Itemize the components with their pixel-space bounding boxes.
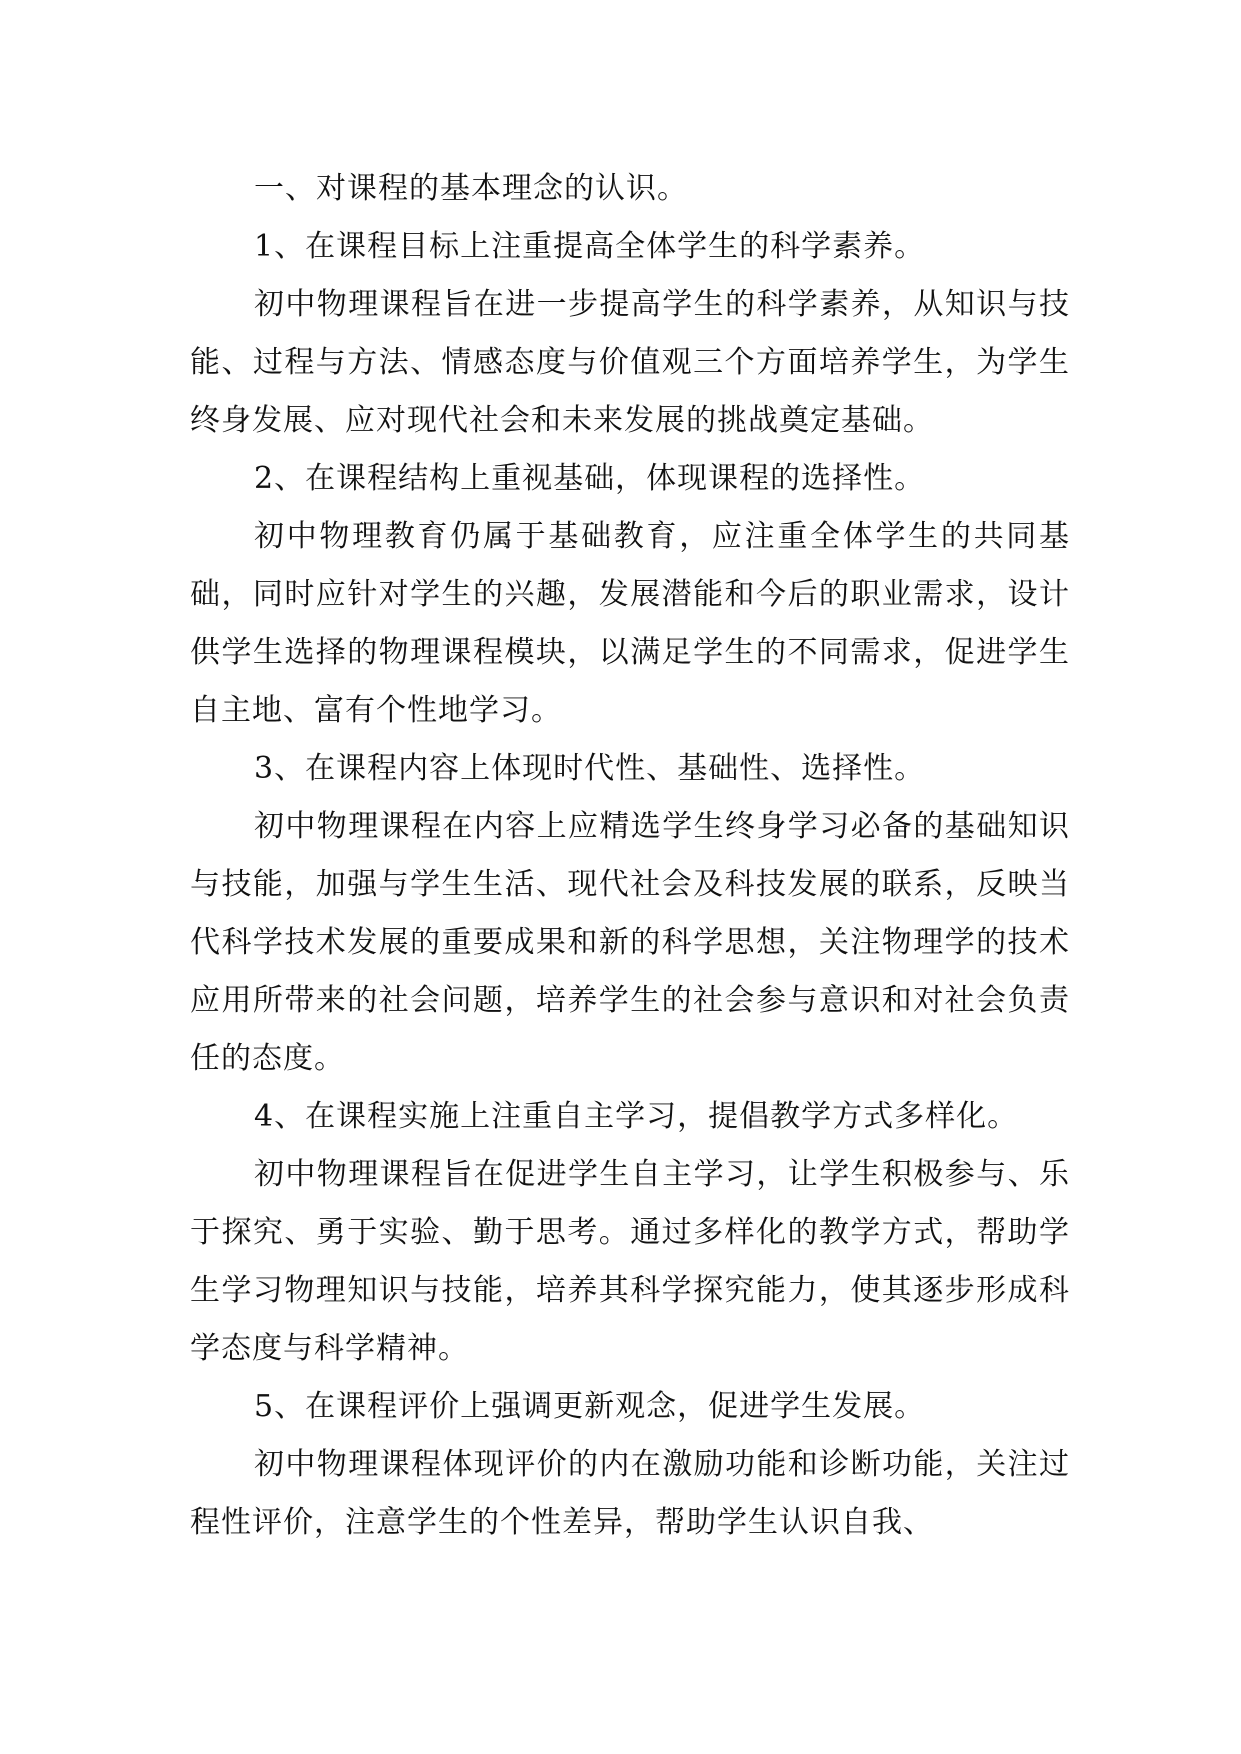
subheading-5: 5、在课程评价上强调更新观念，促进学生发展。 <box>254 1389 926 1424</box>
body-paragraph-4: 初中物理课程旨在促进学生自主学习，让学生积极参与、乐于探究、勇于实验、勤于思考。通过多样化的教学方式，帮助学生学习物理知识与技能，培养其科学探究能力，使其逐步形成科学态度与科学精神。 <box>190 1157 1070 1366</box>
section-heading: 一、对课程的基本理念的认识。 <box>254 171 688 206</box>
subheading-2: 2、在课程结构上重视基础，体现课程的选择性。 <box>254 461 926 496</box>
body-paragraph-2: 初中物理教育仍属于基础教育，应注重全体学生的共同基础，同时应针对学生的兴趣，发展潜能和今后的职业需求，设计供学生选择的物理课程模块，以满足学生的不同需求，促进学生自主地、富有个性地学习。 <box>190 519 1070 728</box>
subheading-1: 1、在课程目标上注重提高全体学生的科学素养。 <box>254 229 926 264</box>
body-paragraph-3: 初中物理课程在内容上应精选学生终身学习必备的基础知识与技能，加强与学生生活、现代社会及科技发展的联系，反映当代科学技术发展的重要成果和新的科学思想，关注物理学的技术应用所带来的社会问题，培养学生的社会参与意识和对社会负责任的态度。 <box>190 809 1070 1076</box>
body-paragraph-5: 初中物理课程体现评价的内在激励功能和诊断功能，关注过程性评价，注意学生的个性差异，帮助学生认识自我、 <box>190 1447 1070 1540</box>
subheading-3: 3、在课程内容上体现时代性、基础性、选择性。 <box>254 751 926 786</box>
document-body <box>190 160 1070 1552</box>
subheading-4: 4、在课程实施上注重自主学习，提倡教学方式多样化。 <box>254 1099 1019 1134</box>
body-paragraph-1: 初中物理课程旨在进一步提高学生的科学素养，从知识与技能、过程与方法、情感态度与价值观三个方面培养学生，为学生终身发展、应对现代社会和未来发展的挑战奠定基础。 <box>190 287 1070 438</box>
